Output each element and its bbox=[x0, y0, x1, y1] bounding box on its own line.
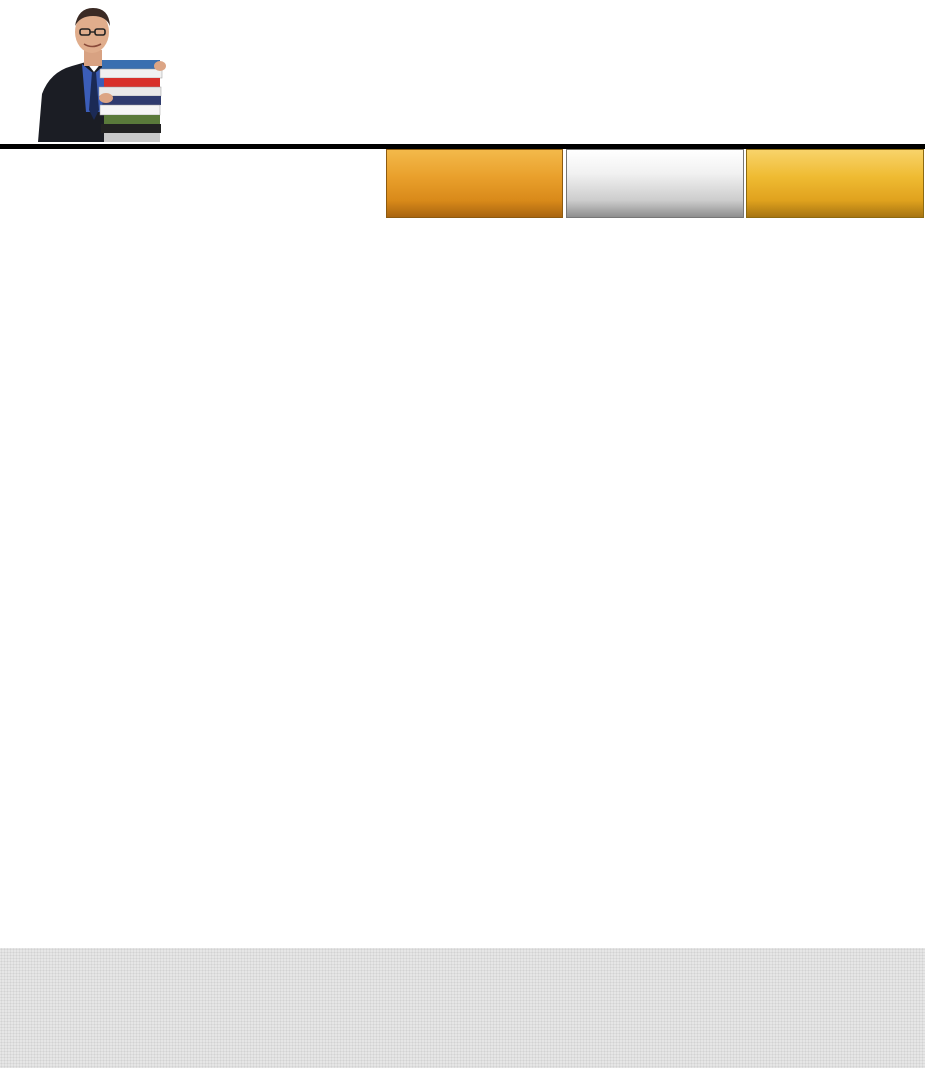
column-header-developmental-editor bbox=[566, 149, 744, 218]
call-to-action-footer bbox=[0, 948, 925, 1068]
author-with-books-photo bbox=[20, 2, 172, 142]
column-header-row bbox=[0, 149, 925, 218]
page-header bbox=[0, 0, 925, 144]
column-header-abcde bbox=[746, 149, 924, 218]
column-header-book-coach bbox=[386, 149, 563, 218]
